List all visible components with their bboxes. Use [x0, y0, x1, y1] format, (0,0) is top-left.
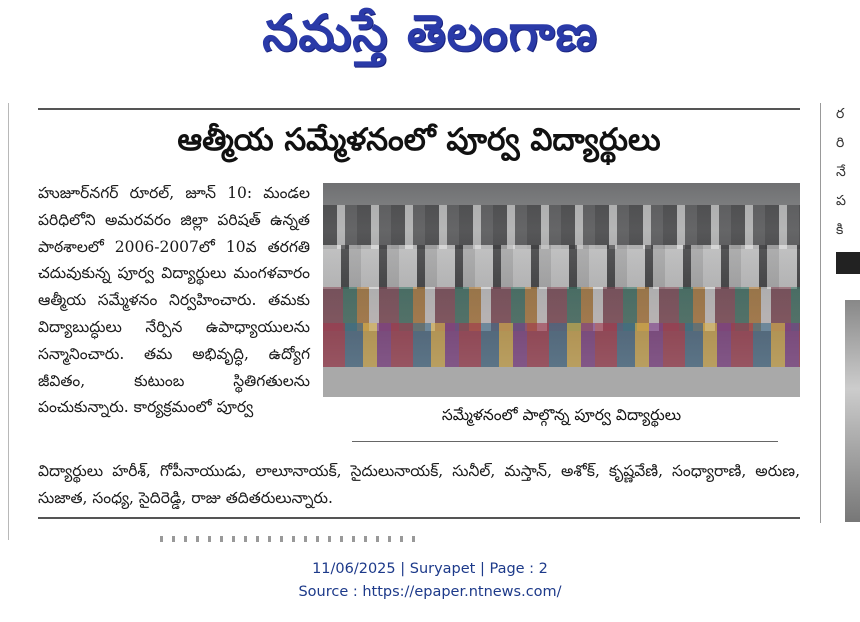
neighbor-glyph: ర	[836, 106, 845, 122]
clipping-left-border	[8, 103, 9, 540]
bottom-rule	[38, 517, 800, 519]
neighbor-glyph: నే	[836, 164, 846, 180]
clipping-right-border	[820, 103, 821, 523]
neighbor-column-fragment	[836, 100, 860, 245]
photo-floor	[323, 367, 800, 397]
photo-caption: సమ్మేళనంలో పాల్గొన్న పూర్వ విద్యార్థులు	[441, 406, 682, 424]
photo-front-row	[323, 323, 800, 367]
photo-middle-row	[323, 245, 800, 289]
article-body-full-width: విద్యార్థులు హరీశ్, గోపీనాయుడు, లాలూనాయక్, సైదులునాయక్, సునీల్, మస్తాన్, అశోక్, కృష్ణవేణి, సంధ్యారాణి, అరుణ, సుజాత, సంధ్య, సైదిరెడ్డి, రాజు తదితరులున్నారు.	[38, 462, 800, 507]
caption-rule	[352, 441, 778, 442]
top-rule	[38, 108, 800, 110]
article-headline: ఆత్మీయ సమ్మేళనంలో పూర్వ విద్యార్థులు	[177, 122, 661, 158]
group-photo	[323, 183, 800, 397]
neighbor-photo-fragment	[845, 300, 860, 522]
cut-off-next-article	[160, 536, 420, 542]
article-body-column: హుజూర్‌నగర్ రూరల్, జూన్ 10: మండల పరిధిలోని అమరవరం జిల్లా పరిషత్ ఉన్నత పాఠశాలలో 2006-2007లో 10వ తరగతి చదువుకున్న పూర్వ విద్యార్థులు మంగళవారం ఆత్మీయ సమ్మేళనం నిర్వహించారు. తమకు విద్యాబుద్ధులు నేర్పిన ఉపాధ్యాయులను సన్మానించారు. తమ అభివృద్ధి, ఉద్యోగ జీవితం, కుటుంబ స్థితిగతులను పంచుకున్నారు. కార్యక్రమంలో పూర్వ	[38, 184, 310, 417]
neighbor-glyph: కి	[836, 222, 844, 238]
masthead-title: నమస్తే తెలంగాణ	[262, 4, 598, 62]
photo-back-row	[323, 205, 800, 249]
footer-date-line: 11/06/2025 | Suryapet | Page : 2	[312, 561, 548, 577]
neighbor-glyph: ప	[836, 193, 846, 209]
neighbor-headline-fragment	[836, 252, 860, 274]
footer-source-line: Source : https://epaper.ntnews.com/	[298, 584, 562, 600]
neighbor-glyph: రి	[836, 135, 845, 151]
